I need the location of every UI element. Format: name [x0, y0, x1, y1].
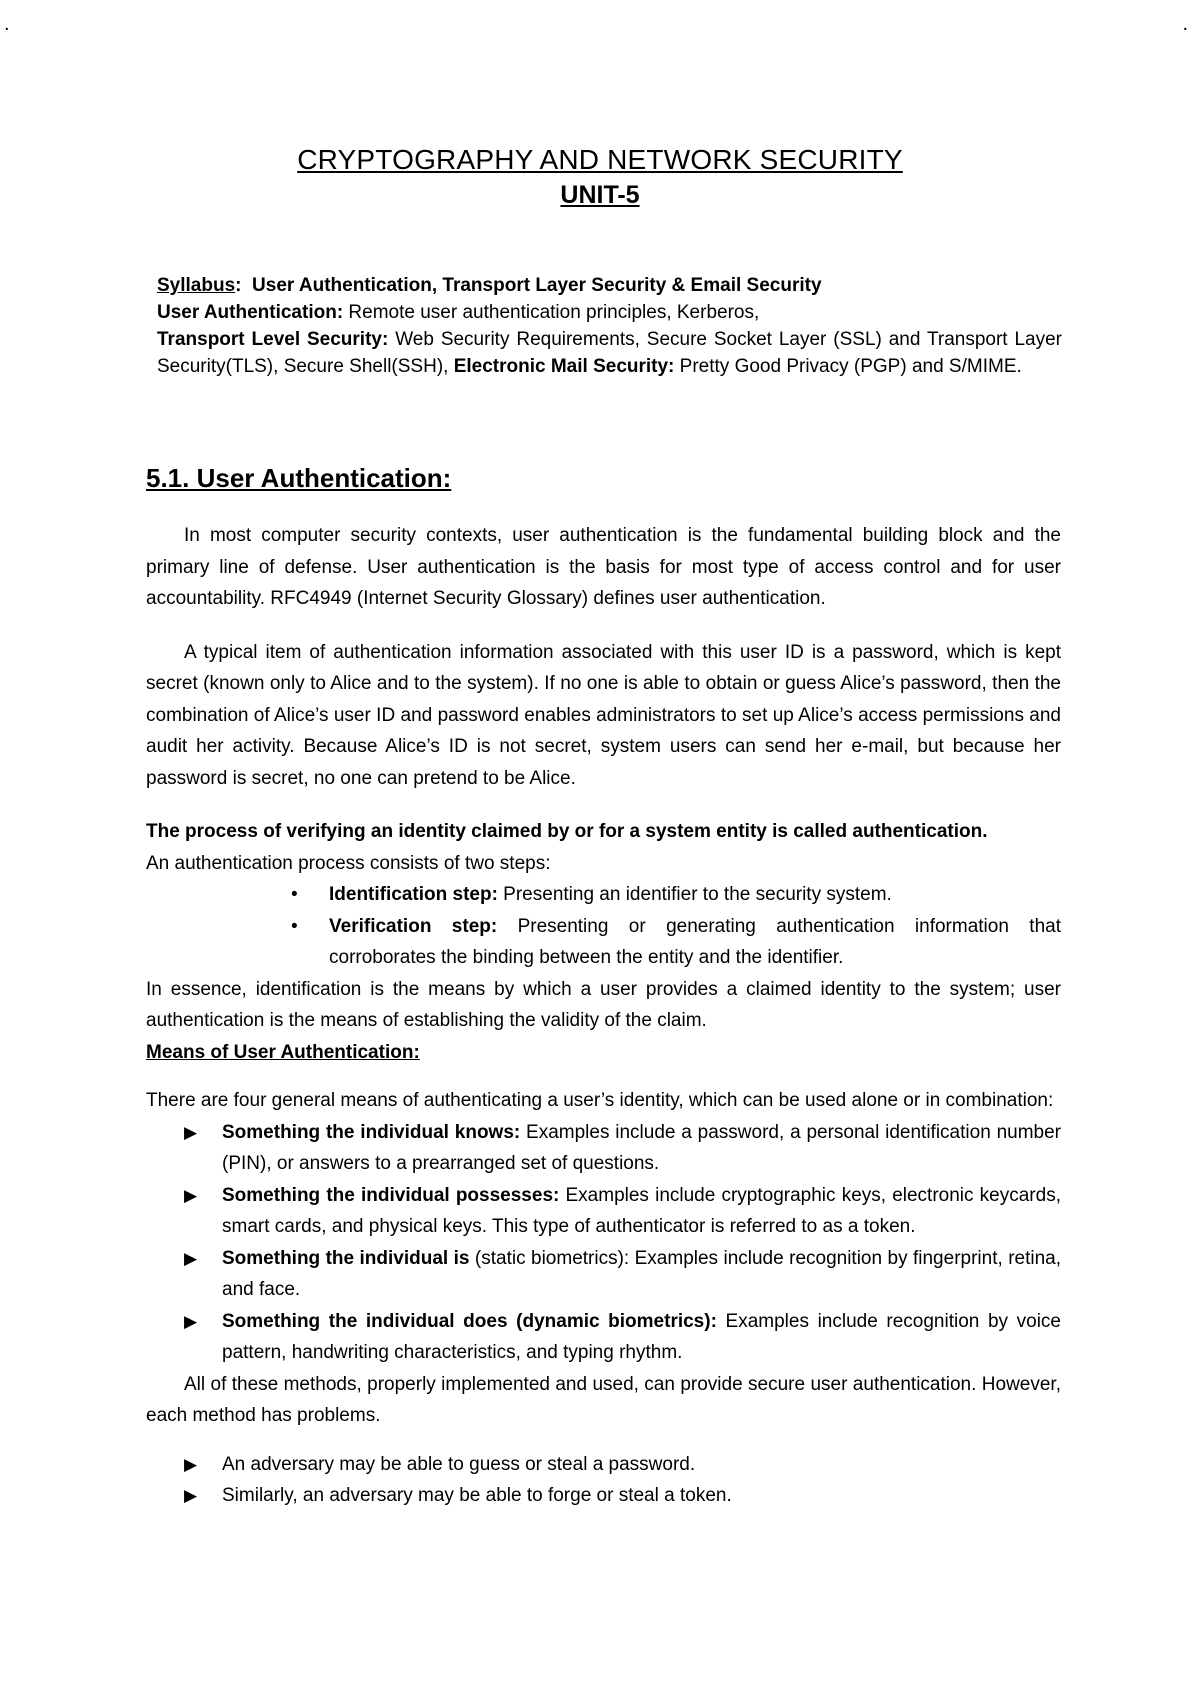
section-body	[146, 520, 1061, 1512]
unit-heading: UNIT-5	[560, 181, 640, 209]
title-block	[0, 143, 1200, 211]
arrow-bullet-icon: ▶	[184, 1185, 198, 1205]
step-label: Verification step:	[329, 915, 498, 937]
syllabus-label: Syllabus	[157, 275, 236, 296]
list-item	[184, 1480, 1061, 1512]
means-label: Something the individual possesses:	[222, 1184, 560, 1206]
list-item	[291, 879, 1061, 911]
syllabus-ua-text: Remote user authentication principles, Kerberos,	[343, 302, 760, 323]
syllabus-ua-label: User Authentication:	[157, 302, 344, 323]
page-corner-dot-left: .	[4, 13, 10, 35]
syllabus-email-text: Pretty Good Privacy (PGP) and S/MIME.	[674, 356, 1022, 377]
syllabus-colon: :	[235, 275, 242, 296]
steps-intro: An authentication process consists of two steps:	[146, 852, 551, 874]
step-text: Presenting or generating authentication information that corroborates the binding between the entity and the identifier.	[329, 915, 1061, 968]
page-corner-dot-right: .	[1182, 13, 1188, 35]
means-heading: Means of User Authentication:	[146, 1041, 420, 1063]
list-item	[291, 911, 1061, 974]
document-title: CRYPTOGRAPHY AND NETWORK SECURITY	[297, 144, 903, 175]
means-label: Something the individual knows:	[222, 1121, 521, 1143]
bullet-icon: •	[291, 915, 298, 937]
syllabus-email-label: Electronic Mail Security:	[453, 356, 675, 377]
paragraph-intro: In most computer security contexts, user authentication is the fundamental building block and the primary line of defense. User authentication is the basis for most type of access control and for user accountability. RFC4949 (Internet Security Glossary) defines user authentication.	[146, 525, 1061, 609]
arrow-bullet-icon: ▶	[184, 1311, 198, 1331]
list-item	[184, 1243, 1061, 1306]
arrow-bullet-icon: ▶	[184, 1454, 198, 1474]
bullet-icon: •	[291, 884, 298, 905]
problem-text: Similarly, an adversary may be able to forge or steal a token.	[222, 1485, 732, 1506]
steps-list	[146, 879, 1061, 974]
means-text: Examples include cryptographic keys, electronic keycards, smart cards, and physical keys. This type of authenticator is referred to as a token.	[222, 1184, 1061, 1237]
syllabus-line	[157, 272, 1062, 299]
problems-list	[146, 1449, 1061, 1512]
syllabus-ua-line	[157, 299, 1062, 326]
means-label: Something the individual is	[222, 1247, 470, 1269]
arrow-bullet-icon: ▶	[184, 1248, 198, 1268]
essence-text: In essence, identification is the means by which a user provides a claimed identity to the system; user authentication is the means of establishing the validity of the claim.	[146, 978, 1061, 1031]
problem-text: An adversary may be able to guess or steal a password.	[222, 1453, 696, 1475]
step-label: Identification step:	[329, 884, 498, 905]
list-item	[184, 1117, 1061, 1180]
means-list	[146, 1117, 1061, 1369]
means-text: Examples include recognition by voice pattern, handwriting characteristics, and typing rhythm.	[222, 1310, 1061, 1363]
syllabus-tls-text: Web Security Requirements, Secure Socket Layer (SSL) and Transport Layer Security(TLS), Secure Shell(SSH),	[157, 329, 1063, 377]
paragraph-password: A typical item of authentication information associated with this user ID is a password, which is kept secret (known only to Alice and to the system). If no one is able to obtain or guess Alice’s password, then the combination of Alice’s user ID and password enables administrators to set up Alice’s access permissions and audit her activity. Because Alice’s ID is not secret, system users can send her e-mail, but because her password is secret, no one can pretend to be Alice.	[146, 641, 1061, 789]
definition-text: The process of verifying an identity claimed by or for a system entity is called authentication.	[146, 821, 988, 842]
syllabus-block	[157, 272, 1062, 380]
arrow-bullet-icon: ▶	[184, 1122, 198, 1142]
means-text: Examples include a password, a personal identification number (PIN), or answers to a prearranged set of questions.	[222, 1121, 1061, 1174]
syllabus-topics: User Authentication, Transport Layer Security & Email Security	[252, 275, 822, 296]
section-heading: 5.1. User Authentication:	[146, 463, 452, 493]
syllabus-tls-label: Transport Level Security:	[157, 329, 389, 350]
step-text: Presenting an identifier to the security system.	[497, 884, 892, 905]
summary-text: All of these methods, properly implemented and used, can provide secure user authentication. However, each method has problems.	[146, 1373, 1061, 1426]
list-item	[184, 1449, 1061, 1481]
syllabus-tls-line	[157, 326, 1062, 380]
means-text: (static biometrics): Examples include recognition by fingerprint, retina, and face.	[222, 1247, 1061, 1300]
list-item	[184, 1180, 1061, 1243]
means-intro: There are four general means of authenticating a user’s identity, which can be used alone or in combination:	[146, 1090, 1054, 1111]
arrow-bullet-icon: ▶	[184, 1486, 198, 1505]
list-item	[184, 1306, 1061, 1369]
means-label: Something the individual does (dynamic biometrics):	[222, 1310, 717, 1332]
